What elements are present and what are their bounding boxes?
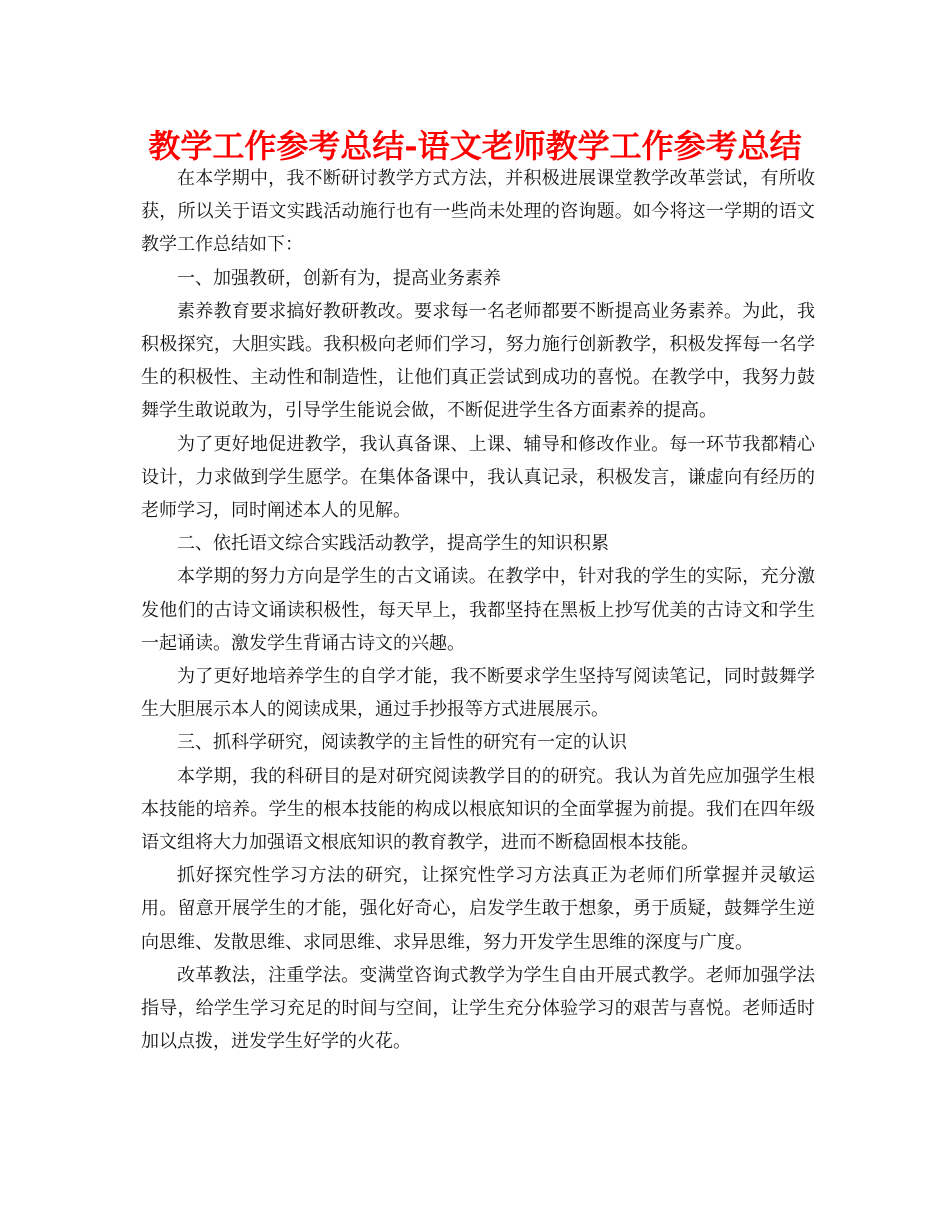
section-heading-2: 二、依托语文综合实践活动教学，提高学生的知识积累 xyxy=(177,533,609,555)
document-title: 教学工作参考总结-语文老师教学工作参考总结 xyxy=(148,127,802,165)
section-heading-3: 三、抓科学研究，阅读教学的主旨性的研究有一定的认识 xyxy=(177,732,627,754)
paragraph: 素养教育要求搞好教研教改。要求每一名老师都要不断提高业务素养。为此，我积极探究，大胆实践。我积极向老师们学习，努力施行创新教学，积极发挥每一名学生的积极性、主动性和制造性，让他们真正尝试到成功的喜悦。在教学中，我努力鼓舞学生敢说敢为，引导学生能说会做，不断促进学生各方面素养的提高。 xyxy=(141,300,815,422)
paragraph: 改革教法，注重学法。变满堂咨询式教学为学生自由开展式教学。老师加强学法指导，给学生学习充足的时间与空间，让学生充分体验学习的艰苦与喜悦。老师适时加以点拨，迸发学生好学的火花。 xyxy=(141,964,815,1053)
paragraph: 为了更好地促进教学，我认真备课、上课、辅导和修改作业。每一环节我都精心设计，力求做到学生愿学。在集体备课中，我认真记录，积极发言，谦虚向有经历的老师学习，同时阐述本人的见解。 xyxy=(141,433,815,522)
paragraph-intro: 在本学期中，我不断研讨教学方式方法，并积极进展课堂教学改革尝试，有所收获，所以关于语文实践活动施行也有一些尚未处理的咨询题。如今将这一学期的语文教学工作总结如下： xyxy=(141,168,815,256)
paragraph: 本学期，我的科研目的是对研究阅读教学目的的研究。我认为首先应加强学生根本技能的培养。学生的根本技能的构成以根底知识的全面掌握为前提。我们在四年级语文组将大力加强语文根底知识的教育教学，进而不断稳固根本技能。 xyxy=(141,765,815,854)
document-body xyxy=(141,162,815,1058)
paragraph: 本学期的努力方向是学生的古文诵读。在教学中，针对我的学生的实际，充分激发他们的古诗文诵读积极性，每天早上，我都坚持在黑板上抄写优美的古诗文和学生一起诵读。激发学生背诵古诗文的兴趣。 xyxy=(141,566,815,654)
section-heading-1: 一、加强教研，创新有为，提高业务素养 xyxy=(177,267,501,289)
paragraph: 为了更好地培养学生的自学才能，我不断要求学生坚持写阅读笔记，同时鼓舞学生大胆展示本人的阅读成果，通过手抄报等方式进展展示。 xyxy=(141,666,815,721)
paragraph: 抓好探究性学习方法的研究，让探究性学习方法真正为老师们所掌握并灵敏运用。留意开展学生的才能，强化好奇心，启发学生敢于想象，勇于质疑，鼓舞学生逆向思维、发散思维、求同思维、求异思维，努力开发学生思维的深度与广度。 xyxy=(141,865,815,953)
